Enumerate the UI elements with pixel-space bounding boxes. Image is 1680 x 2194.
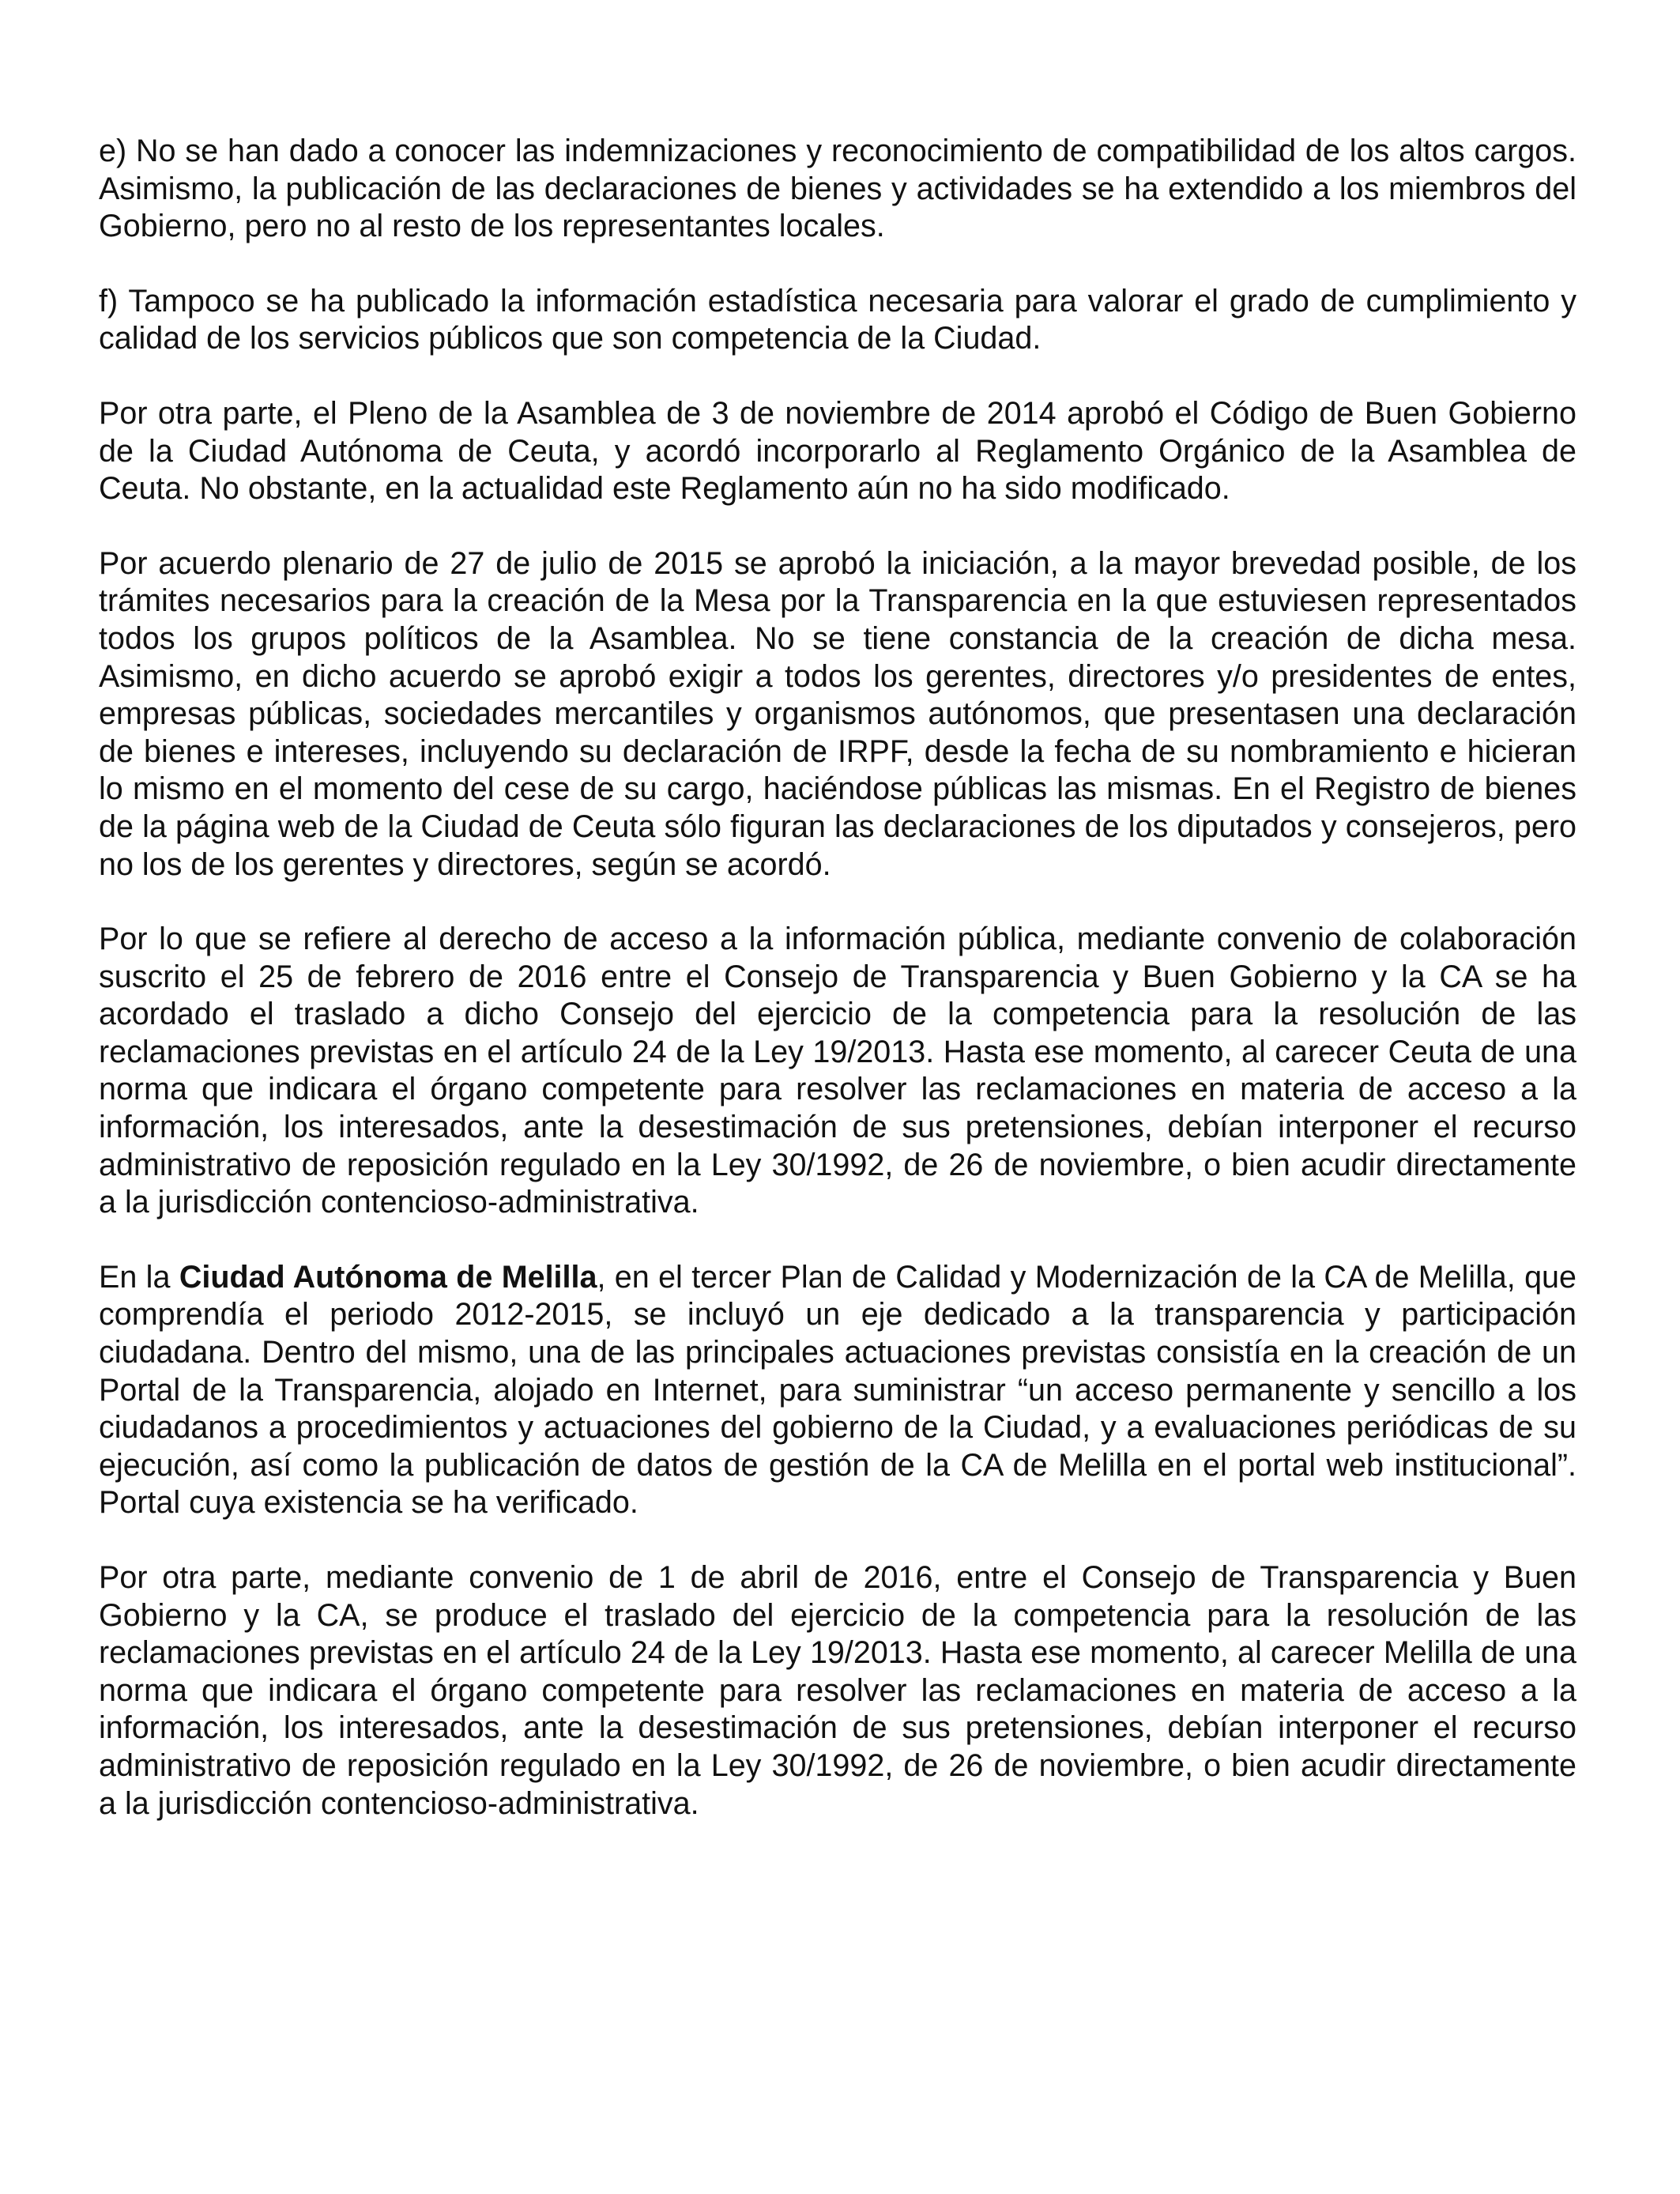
paragraph-melilla	[99, 1259, 1576, 1522]
melilla-lead-text: En la	[99, 1259, 179, 1295]
melilla-body-text: , en el tercer Plan de Calidad y Modernización de la CA de Melilla, que comprendía el periodo 2012-2015, se incluyó un eje dedicado a la transparencia y participación ciudadana. Dentro del mismo, una de las principales actuaciones previstas consistía en la creación de un Portal de la Transparencia, alojado en Internet, para suministrar “un acceso permanente y sencillo a los ciudadanos a procedimientos y actuaciones del gobierno de la Ciudad, y a evaluaciones periódicas de su ejecución, así como la publicación de datos de gestión de la CA de Melilla en el portal web institucional”. Portal cuya existencia se ha verificado.	[99, 1259, 1576, 1521]
paragraph-codigo-buen-gobierno: Por otra parte, el Pleno de la Asamblea de 3 de noviembre de 2014 aprobó el Código de Buen Gobierno de la Ciudad Autónoma de Ceuta, y acordó incorporarlo al Reglamento Orgánico de la Asamblea de Ceuta. No obstante, en la actualidad este Reglamento aún no ha sido modificado.	[99, 395, 1576, 507]
paragraph-f: f) Tampoco se ha publicado la información estadística necesaria para valorar el grado de cumplimiento y calidad de los servicios públicos que son competencia de la Ciudad.	[99, 283, 1576, 356]
paragraph-acuerdo-plenario: Por acuerdo plenario de 27 de julio de 2015 se aprobó la iniciación, a la mayor brevedad posible, de los trámites necesarios para la creación de la Mesa por la Transparencia en la que estuviesen representados todos los grupos políticos de la Asamblea. No se tiene constancia de la creación de dicha mesa. Asimismo, en dicho acuerdo se aprobó exigir a todos los gerentes, directores y/o presidentes de entes, empresas públicas, sociedades mercantiles y organismos autónomos, que presentasen una declaración de bienes e intereses, incluyendo su declaración de IRPF, desde la fecha de su nombramiento e hicieran lo mismo en el momento del cese de su cargo, haciéndose públicas las mismas. En el Registro de bienes de la página web de la Ciudad de Ceuta sólo figuran las declaraciones de los diputados y consejeros, pero no los de los gerentes y directores, según se acordó.	[99, 545, 1576, 882]
paragraph-e: e) No se han dado a conocer las indemnizaciones y reconocimiento de compatibilidad de los altos cargos. Asimismo, la publicación de las declaraciones de bienes y actividades se ha extendido a los miembros del Gobierno, pero no al resto de los representantes locales.	[99, 134, 1576, 244]
paragraph-convenio-melilla: Por otra parte, mediante convenio de 1 de abril de 2016, entre el Consejo de Transparencia y Buen Gobierno y la CA, se produce el traslado del ejercicio de la competencia para la resolución de las reclamaciones previstas en el artículo 24 de la Ley 19/2013. Hasta ese momento, al carecer Melilla de una norma que indicara el órgano competente para resolver las reclamaciones en materia de acceso a la información, los interesados, ante la desestimación de sus pretensiones, debían interponer el recurso administrativo de reposición regulado en la Ley 30/1992, de 26 de noviembre, o bien acudir directamente a la jurisdicción contencioso-administrativa.	[99, 1560, 1576, 1821]
melilla-bold-name: Ciudad Autónoma de Melilla	[179, 1259, 597, 1295]
paragraph-acceso-informacion-ceuta: Por lo que se refiere al derecho de acceso a la información pública, mediante convenio de colaboración suscrito el 25 de febrero de 2016 entre el Consejo de Transparencia y Buen Gobierno y la CA se ha acordado el traslado a dicho Consejo del ejercicio de la competencia para la resolución de las reclamaciones previstas en el artículo 24 de la Ley 19/2013. Hasta ese momento, al carecer Ceuta de una norma que indicara el órgano competente para resolver las reclamaciones en materia de acceso a la información, los interesados, ante la desestimación de sus pretensiones, debían interponer el recurso administrativo de reposición regulado en la Ley 30/1992, de 26 de noviembre, o bien acudir directamente a la jurisdicción contencioso-administrativa.	[99, 922, 1576, 1220]
document-body	[99, 133, 1576, 1860]
